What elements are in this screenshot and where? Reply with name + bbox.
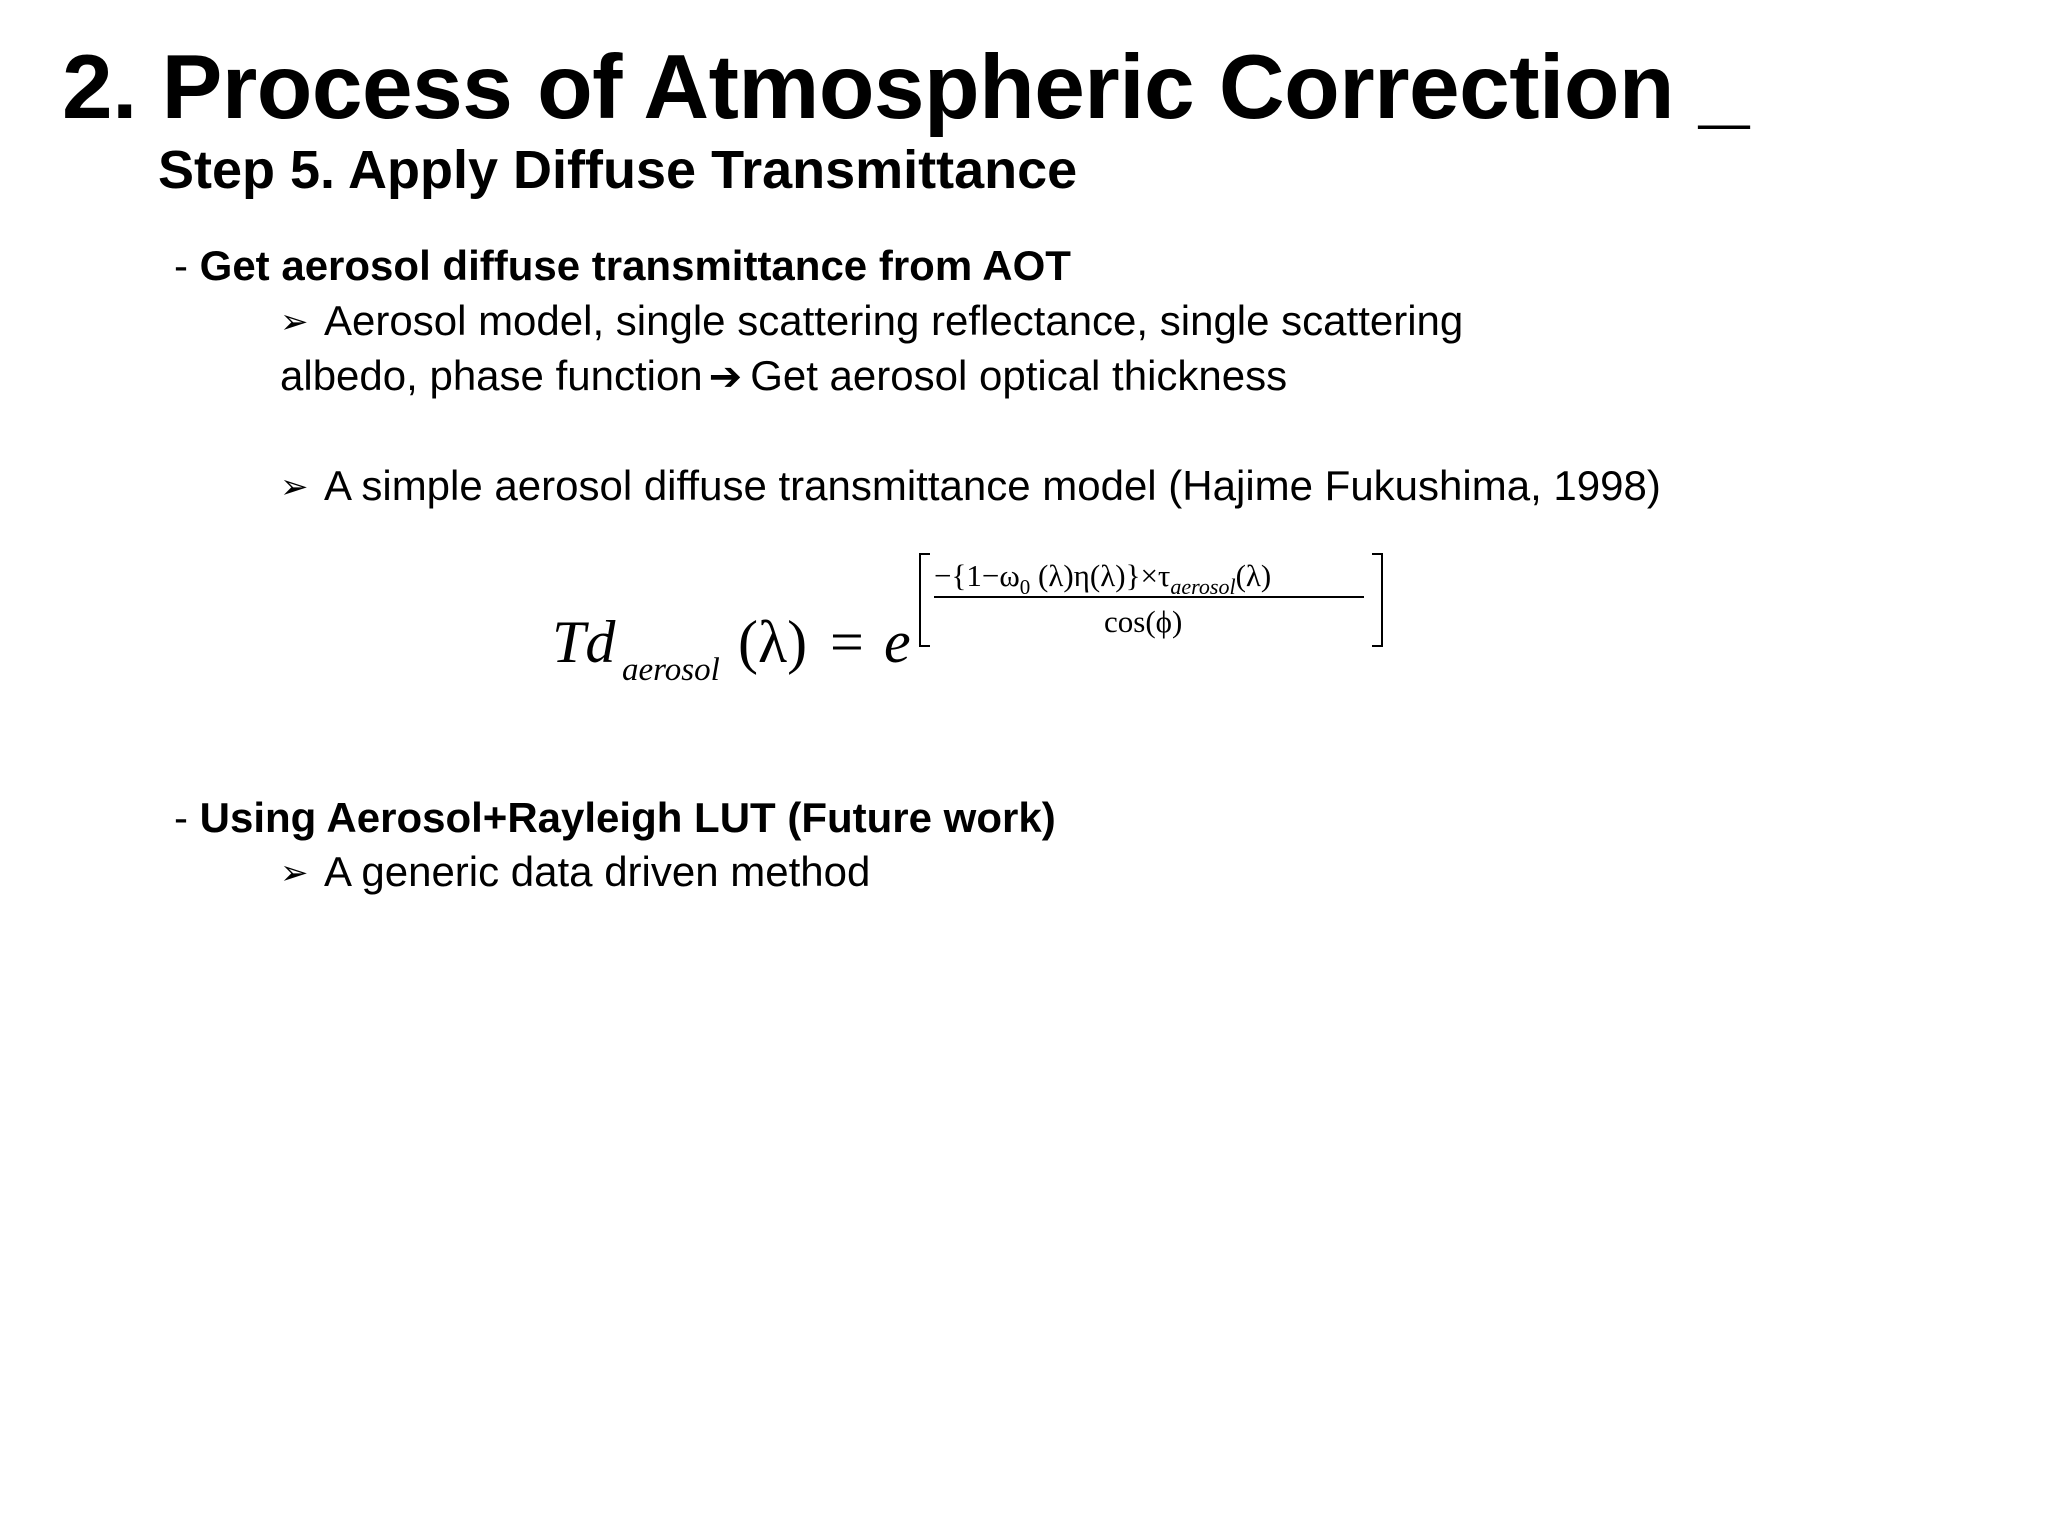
bullet-aerosol-model-continued xyxy=(280,350,1287,403)
bullet-text: Get aerosol optical thickness xyxy=(750,352,1288,399)
formula-right-bracket xyxy=(1372,554,1382,646)
formula-lhs-main: Td xyxy=(552,609,616,675)
bullet-aerosol-model xyxy=(280,295,1463,348)
formula-numerator-start: $-\{1-\omega_0$ $(\lambda)\eta(\lambda)\}\times\tau_{aerosol}(\lambda)$ xyxy=(934,558,1272,599)
arrowhead-bullet-icon: ➢ xyxy=(280,467,309,507)
section-heading-text: Get aerosol diffuse transmittance from AOT xyxy=(199,242,1071,289)
bullet-generic-method xyxy=(280,846,870,899)
formula-lhs-argument: (λ) xyxy=(738,609,808,675)
formula-base-e: e xyxy=(884,609,911,675)
bullet-diffuse-model xyxy=(280,460,1661,513)
slide-title: 2. Process of Atmospheric Correction _ xyxy=(62,37,1749,138)
slide-subtitle: Step 5. Apply Diffuse Transmittance xyxy=(158,140,1078,200)
bullet-text: Aerosol model, single scattering reflectance, single scattering xyxy=(324,297,1464,344)
formula-denominator: cos(ϕ) xyxy=(1104,604,1183,639)
arrowhead-bullet-icon: ➢ xyxy=(280,853,309,893)
section-heading-lut xyxy=(174,792,1056,844)
section-dash: - xyxy=(174,242,200,289)
bullet-text: A simple aerosol diffuse transmittance model (Hajime Fukushima, 1998) xyxy=(324,462,1661,509)
formula-left-bracket xyxy=(920,554,930,646)
bold-right-arrow-icon: ➔ xyxy=(708,354,743,400)
bullet-text: A generic data driven method xyxy=(324,848,871,895)
section-heading-aot xyxy=(174,240,1071,292)
section-heading-text: Using Aerosol+Rayleigh LUT (Future work) xyxy=(199,794,1056,841)
formula-lhs-subscript: aerosol xyxy=(622,652,720,688)
arrowhead-bullet-icon: ➢ xyxy=(280,302,309,342)
bullet-text: albedo, phase function xyxy=(280,352,703,399)
section-dash: - xyxy=(174,794,200,841)
formula-equals-sign: = xyxy=(830,609,864,675)
